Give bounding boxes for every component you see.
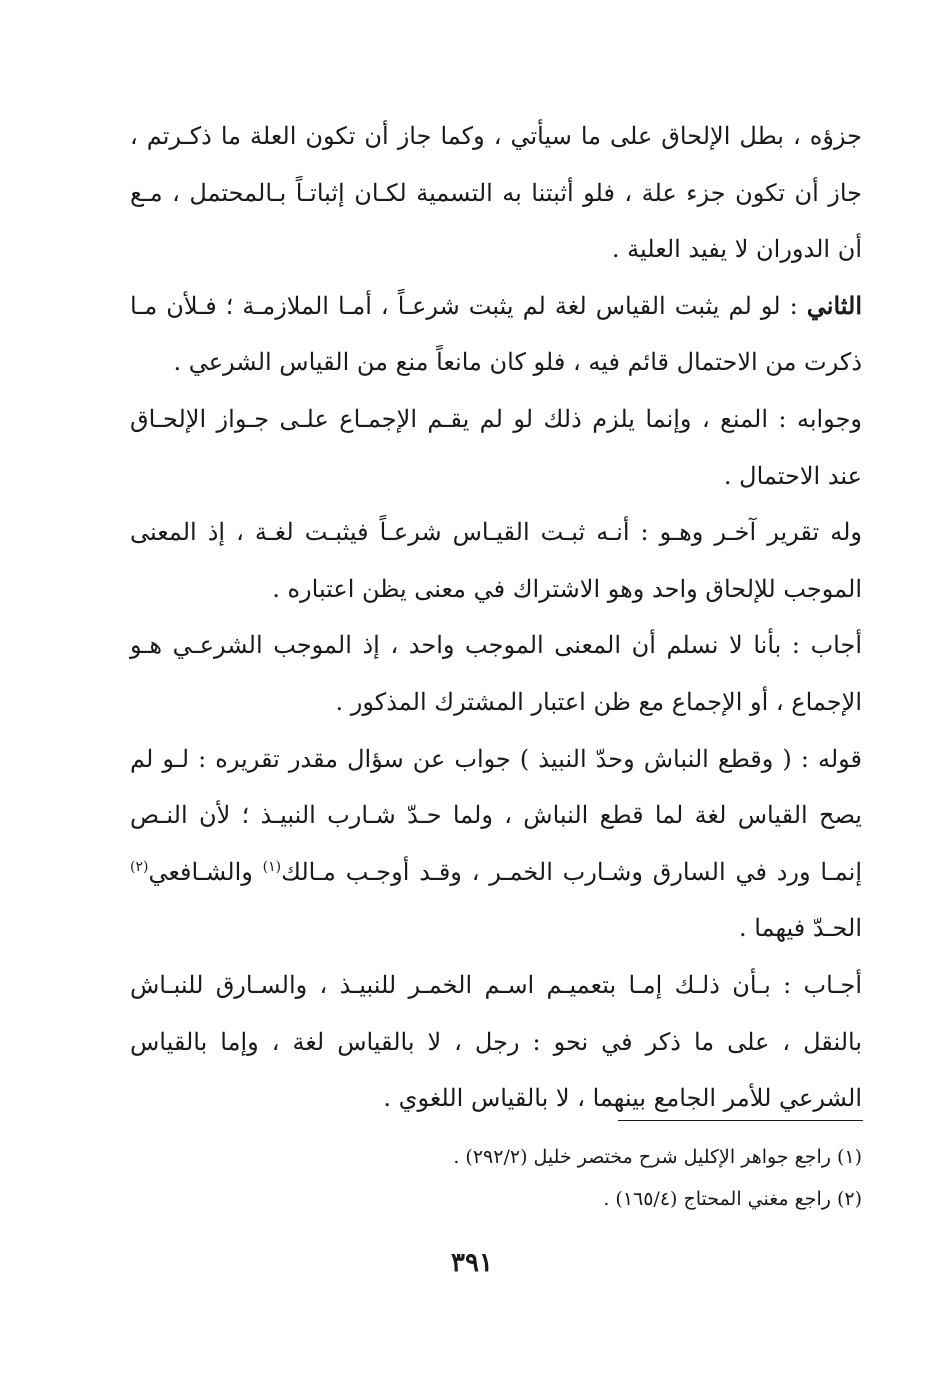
footnotes xyxy=(200,1136,862,1220)
main-text xyxy=(130,108,862,1127)
footnote-2: (٢) راجع مغني المحتاج (١٦٥/٤) . xyxy=(603,1188,862,1210)
paragraph-6-text-2: والشـافعي xyxy=(148,857,253,886)
footnote-mark-2[interactable]: (٢) xyxy=(130,858,149,875)
paragraph-6 xyxy=(130,731,862,957)
footnote-separator xyxy=(618,1120,863,1121)
paragraph-2: الثاني : لو لم يثبت القياس لغة لم يثبت شرعـاً ، أمـا الملازمـة ؛ فـلأن مـا ذكرت من الاحتمال قائم فيه ، فلو كان مانعاً منع من القياس الشرعي . xyxy=(130,290,863,377)
paragraph-1: جزؤه ، بطل الإلحاق على ما سيأتي ، وكما جاز أن تكون العلة ما ذكـرتم ، جاز أن تكون جزء علة ، فلو أثبتنا به التسمية لكـان إثباتـاً بـالمحتمل ، مـع أن الدوران لا يفيد العلية . xyxy=(130,122,862,264)
footnote-mark-1[interactable]: (١) xyxy=(262,858,282,875)
paragraph-6-text-3: الحـدّ فيهما . xyxy=(739,914,862,943)
page-number: ٣٩١ xyxy=(451,1248,493,1278)
paragraph-7: أجـاب : بـأن ذلـك إمـا بتعميـم اسـم الخمـر للنبيـذ ، والسـارق للنبـاش بالنقل ، على ما ذكر في نحو : رجل ، لا بالقياس لغة ، وإما بالقياس الشرعي للأمر الجامع بينهما ، لا بالقياس اللغوي . xyxy=(130,970,862,1113)
footnote-1: (١) راجع جواهر الإكليل شرح مختصر خليل (٢٩٢/٢) . xyxy=(453,1146,862,1168)
paragraph-6-text: قوله : ( وقطع النباش وحدّ النبيذ ) جواب عن سؤال مقدر تقريره : لـو لم يصح القياس لغة لما قطع النباش ، ولما حـدّ شـارب النبيـذ ؛ لأن النـص إنمـا ورد في السارق وشـارب الخمـر ، وقـد أوجـب مـالك xyxy=(130,744,862,886)
paragraph-4: وله تقرير آخـر وهـو : أنـه ثبـت القيـاس شرعـاً فيثبـت لغـة ، إذ المعنى الموجب للإلحاق واحد وهو الاشتراك في معنى يظن اعتباره . xyxy=(130,518,862,603)
lead-word: الثاني xyxy=(806,290,863,320)
paragraph-3: وجوابه : المنع ، وإنما يلزم ذلك لو لم يقـم الإجمـاع علـى جـواز الإلحـاق عند الاحتمال . xyxy=(130,404,862,490)
paragraph-2-text: لو لم يثبت القياس لغة لم يثبت شرعـاً ، أمـا الملازمـة ؛ فـلأن مـا ذكرت من الاحتمال قائم فيه ، فلو كان مانعاً منع من القياس الشرعي . xyxy=(130,291,862,377)
paragraph-5: أجاب : بأنا لا نسلم أن المعنى الموجب واحد ، إذ الموجب الشرعـي هـو الإجماع ، أو الإجماع مع ظن اعتبار المشترك المذكور . xyxy=(130,631,862,716)
